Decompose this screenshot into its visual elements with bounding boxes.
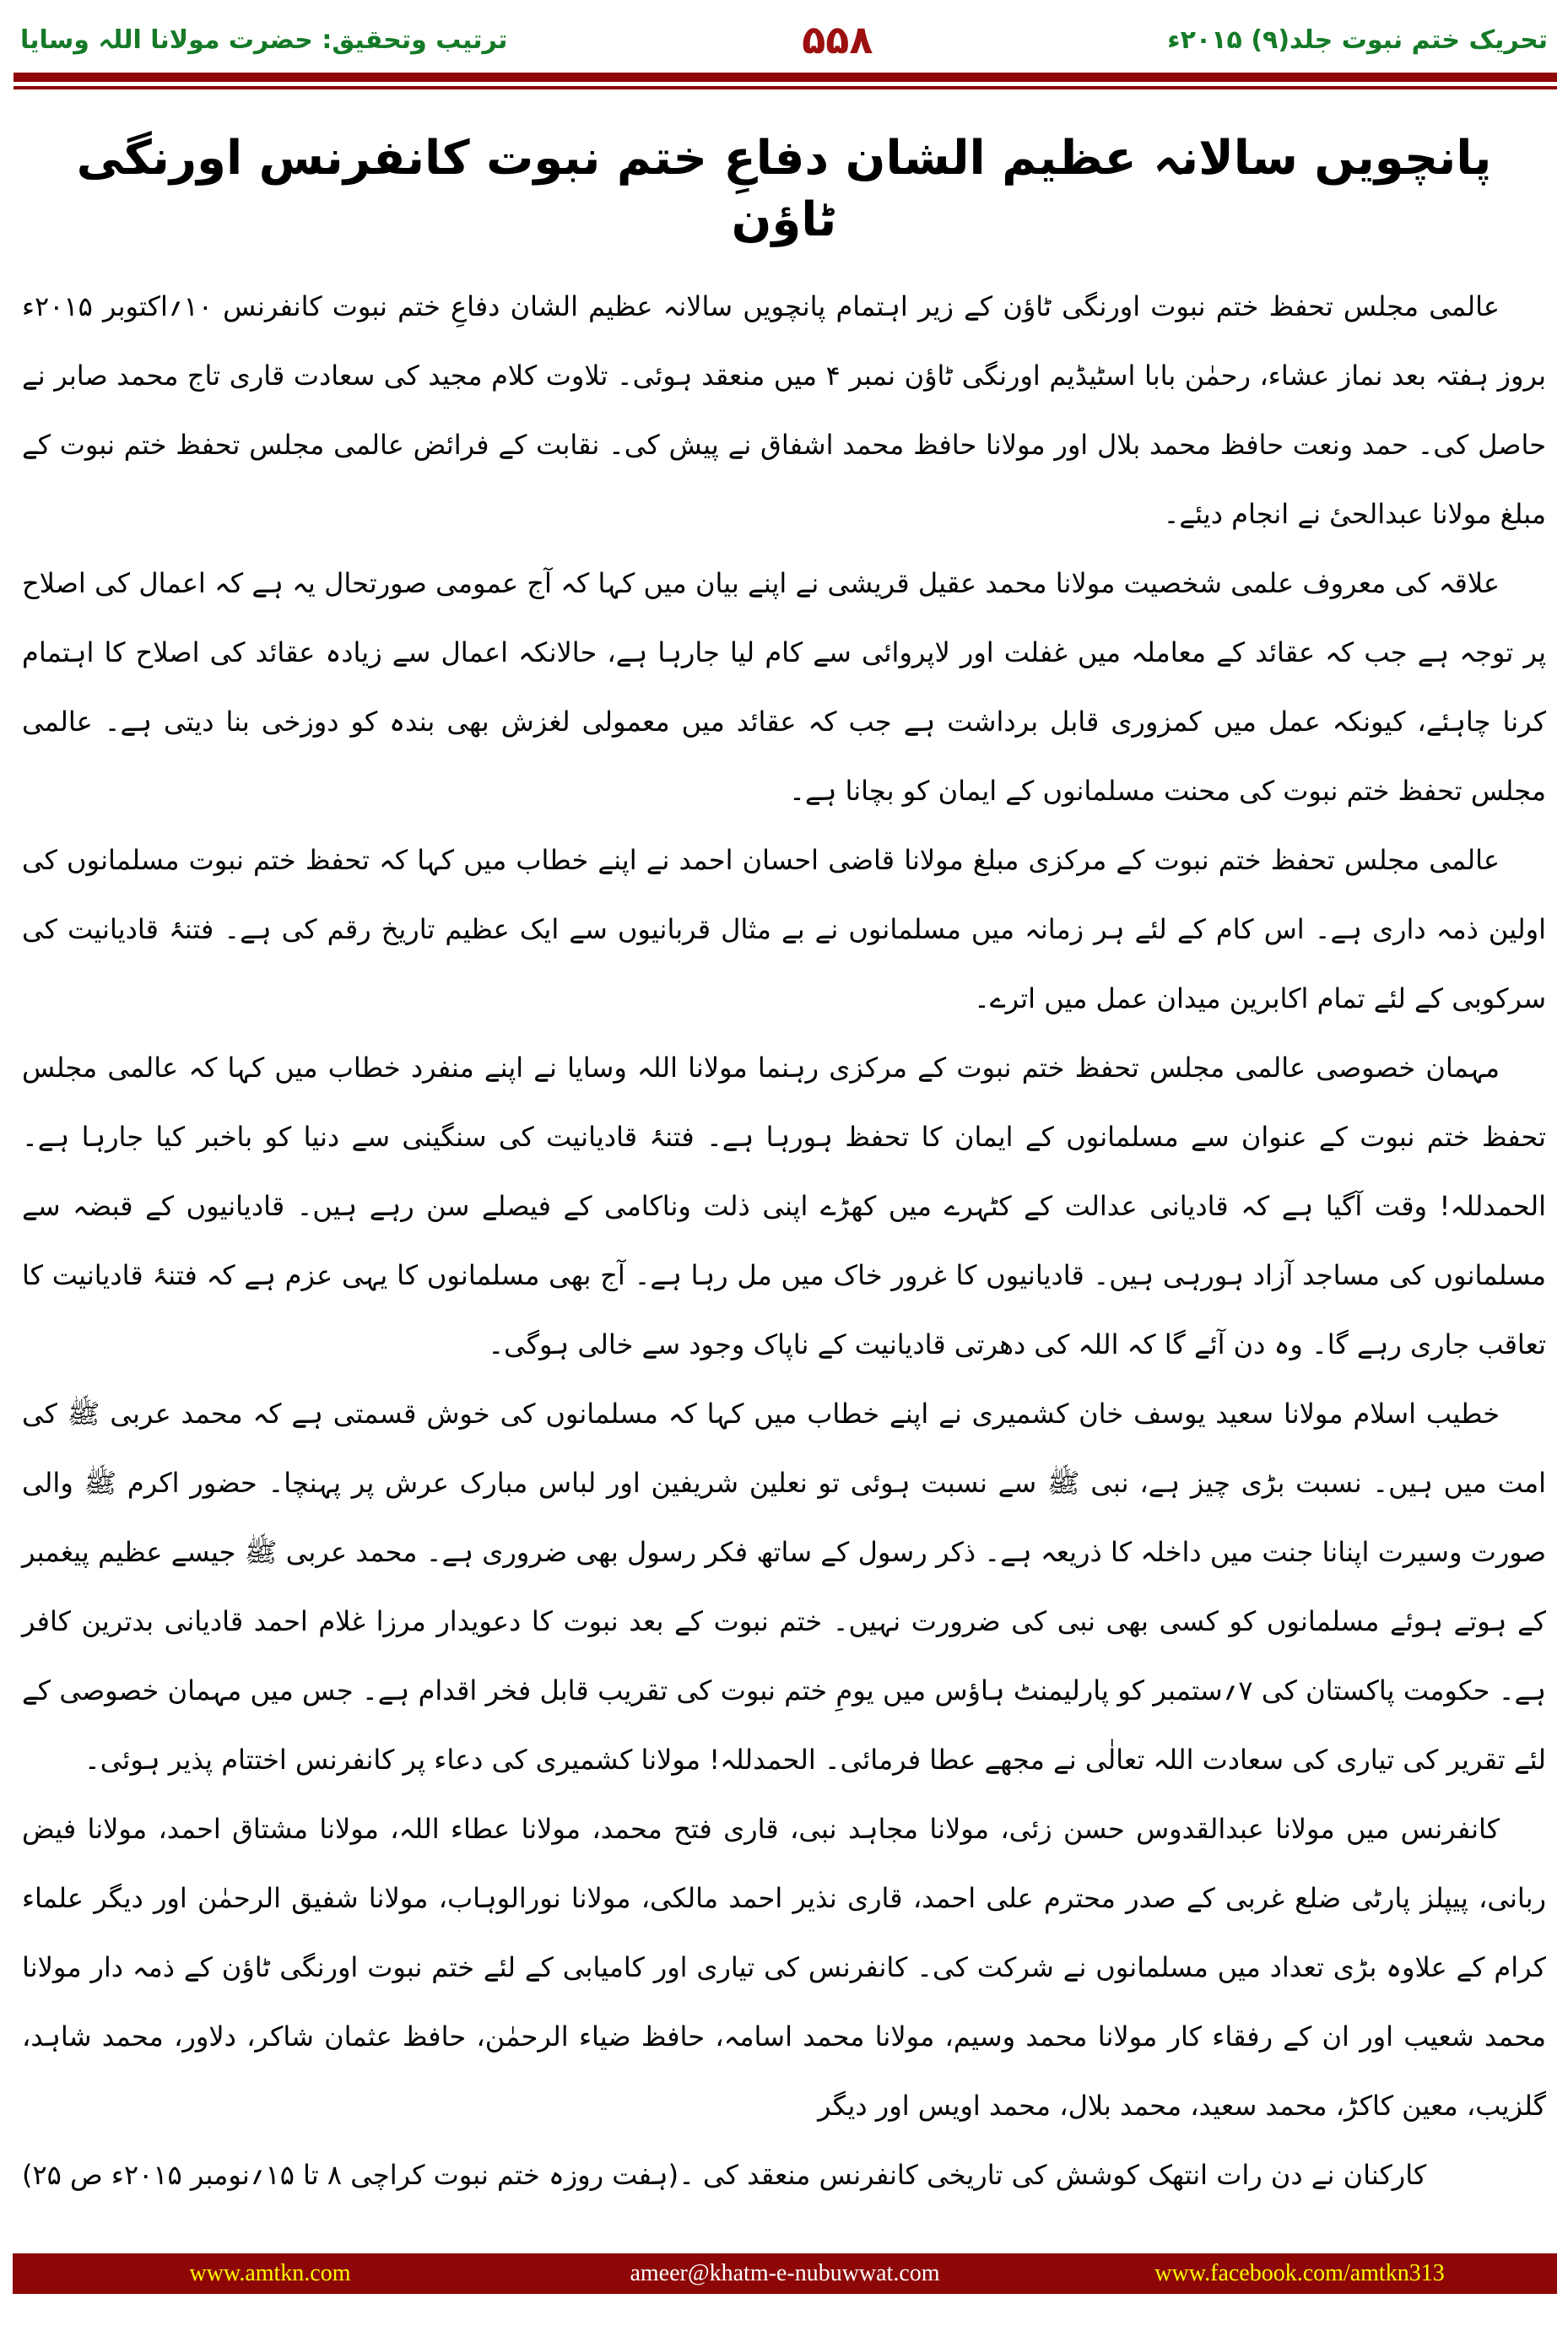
paragraph-6: کانفرنس میں مولانا عبدالقدوس حسن زئی، مولانا مجاہد نبی، قاری فتح محمد، مولانا عطاء اللہ، مولانا مشتاق احمد، مولانا فیض ربانی، پیپلز پارٹی ضلع غربی کے صدر محترم علی احمد، قاری نذیر احمد مالکی، مولانا نورالوہاب، مولانا شفیق الرحمٰن اور دیگر علماء کرام کے علاوہ بڑی تعداد میں مسلمانوں نے شرکت کی۔ کانفرنس کی تیاری اور کامیابی کے لئے ختم نبوت اورنگی ٹاؤن کے ذمہ دار مولانا محمد شعیب اور ان کے رفقاء کار مولانا محمد وسیم، مولانا محمد اسامہ، حافظ ضیاء الرحمٰن، حافظ عثمان شاکر، دلاور، محمد شاہد، گلزیب، معین کاکڑ، محمد سعید، محمد بلال، محمد اویس اور دیگر: [22, 1812, 1546, 2122]
closing-sentence: کارکنان نے دن رات انتھک کوشش کی تاریخی کانفرنس منعقد کی ۔: [679, 2158, 1427, 2191]
paragraph-1: عالمی مجلس تحفظ ختم نبوت اورنگی ٹاؤن کے زیر اہتمام پانچویں سالانہ عظیم الشان دفاعِ ختم نبوت کانفرنس ۱۰؍اکتوبر ۲۰۱۵ء بروز ہفتہ بعد نماز عشاء، رحمٰن بابا اسٹیڈیم اورنگی ٹاؤن نمبر ۴ میں منعقد ہوئی۔ تلاوت کلام مجید کی سعادت قاری تاج محمد صابر نے حاصل کی۔ حمد ونعت حافظ محمد بلال اور مولانا حافظ محمد اشفاق نے پیش کی۔ نقابت کے فرائض عالمی مجلس تحفظ ختم نبوت کے مبلغ مولانا عبدالحیٔ نے انجام دیئے۔: [22, 289, 1547, 530]
source-citation: (ہفت روزہ ختم نبوت کراچی ۸ تا ۱۵؍نومبر ۲۰۱۵ء ص ۲۵): [22, 2158, 679, 2191]
footer-website-link[interactable]: www.amtkn.com: [189, 2260, 351, 2286]
paragraph-4: مہمان خصوصی عالمی مجلس تحفظ ختم نبوت کے مرکزی رہنما مولانا اللہ وسایا نے اپنے منفرد خطاب میں کہا کہ عالمی مجلس تحفظ ختم نبوت کے عنوان سے مسلمانوں کے ایمان کا تحفظ ہورہا ہے۔ فتنۂ قادیانیت کی سنگینی سے دنیا کو باخبر کیا جارہا ہے۔ الحمدللہ! وقت آگیا ہے کہ قادیانی عدالت کے کٹہرے میں کھڑے اپنی ذلت وناکامی کے فیصلے سن رہے ہیں۔ قادیانیوں کے قبضہ سے مسلمانوں کی مساجد آزاد ہورہی ہیں۔ قادیانیوں کا غرور خاک میں مل رہا ہے۔ آج بھی مسلمانوں کا یہی عزم ہے کہ فتنۂ قادیانیت کا تعاقب جاری رہے گا۔ وہ دن آئے گا کہ اللہ کی دھرتی قادیانیت کے ناپاک وجود سے خالی ہوگی۔: [22, 1051, 1546, 1360]
article-body: [22, 272, 1546, 2140]
paragraph-5: خطیب اسلام مولانا سعید یوسف خان کشمیری نے اپنے خطاب میں کہا کہ مسلمانوں کی خوش قسمتی ہے کہ محمد عربی ﷺ کی امت میں ہیں۔ نسبت بڑی چیز ہے، نبی ﷺ سے نسبت ہوئی تو نعلین شریفین اور لباس مبارک عرش پر پہنچا۔ حضور اکرم ﷺ والی صورت وسیرت اپنانا جنت میں داخلہ کا ذریعہ ہے۔ ذکر رسول کے ساتھ فکر رسول بھی ضروری ہے۔ محمد عربی ﷺ جیسے عظیم پیغمبر کے ہوتے ہوئے مسلمانوں کو کسی بھی نبی کی ضرورت نہیں۔ ختم نبوت کے بعد نبوت کا دعویدار مرزا غلام احمد قادیانی بدترین کافر ہے۔ حکومت پاکستان کی ۷؍ستمبر کو پارلیمنٹ ہاؤس میں یومِ ختم نبوت کی تقریب قابل فخر اقدام ہے۔ جس میں مہمان خصوصی کے لئے تقریر کی تیاری کی سعادت اللہ تعالٰی نے مجھے عطا فرمائی۔ الحمدللہ! مولانا کشمیری کی دعاء پر کانفرنس اختتام پذیر ہوئی۔: [22, 1397, 1547, 1776]
footer-email-link[interactable]: ameer@khatm-e-nubuwwat.com: [630, 2260, 940, 2286]
footer-bar: [13, 2253, 1557, 2294]
top-rule-thick: [14, 73, 1557, 82]
paragraph-3: عالمی مجلس تحفظ ختم نبوت کے مرکزی مبلغ مولانا قاضی احسان احمد نے اپنے خطاب میں کہا کہ تحفظ ختم نبوت مسلمانوں کی اولین ذمہ داری ہے۔ اس کام کے لئے ہر زمانہ میں مسلمانوں نے بے مثال قربانیوں سے ایک عظیم تاریخ رقم کی ہے۔ فتنۂ قادیانیت کی سرکوبی کے لئے تمام اکابرین میدان عمل میں اترے۔: [22, 843, 1547, 1014]
header-book-title: تحریک ختم نبوت جلد(۹) ۲۰۱۵ء: [1167, 24, 1548, 55]
footer-facebook-link[interactable]: www.facebook.com/amtkn313: [1154, 2260, 1445, 2286]
paragraph-2: علاقہ کی معروف علمی شخصیت مولانا محمد عقیل قریشی نے اپنے بیان میں کہا کہ آج عمومی صورتحال یہ ہے کہ اعمال کی اصلاح پر توجہ ہے جب کہ عقائد کے معاملہ میں غفلت اور لاپروائی سے کام لیا جارہا ہے، حالانکہ اعمال سے زیادہ عقائد کی اصلاح کا اہتمام کرنا چاہئے، کیونکہ عمل میں کمزوری قابل برداشت ہے جب کہ عقائد میں معمولی لغزش بھی بندہ کو دوزخی بنا دیتی ہے۔ عالمی مجلس تحفظ ختم نبوت کی محنت مسلمانوں کے ایمان کو بچانا ہے۔: [22, 566, 1547, 807]
top-rule-thin: [14, 86, 1557, 89]
page-number: ۵۵۸: [802, 17, 873, 62]
article-title: پانچویں سالانہ عظیم الشان دفاعِ ختم نبوت کانفرنس اورنگی ٹاؤن: [76, 131, 1492, 247]
page-header: [0, 0, 1568, 66]
closing-row: [22, 2140, 1546, 2209]
header-compiler-credit: ترتیب وتحقیق: حضرت مولانا اللہ وسایا: [20, 24, 508, 55]
